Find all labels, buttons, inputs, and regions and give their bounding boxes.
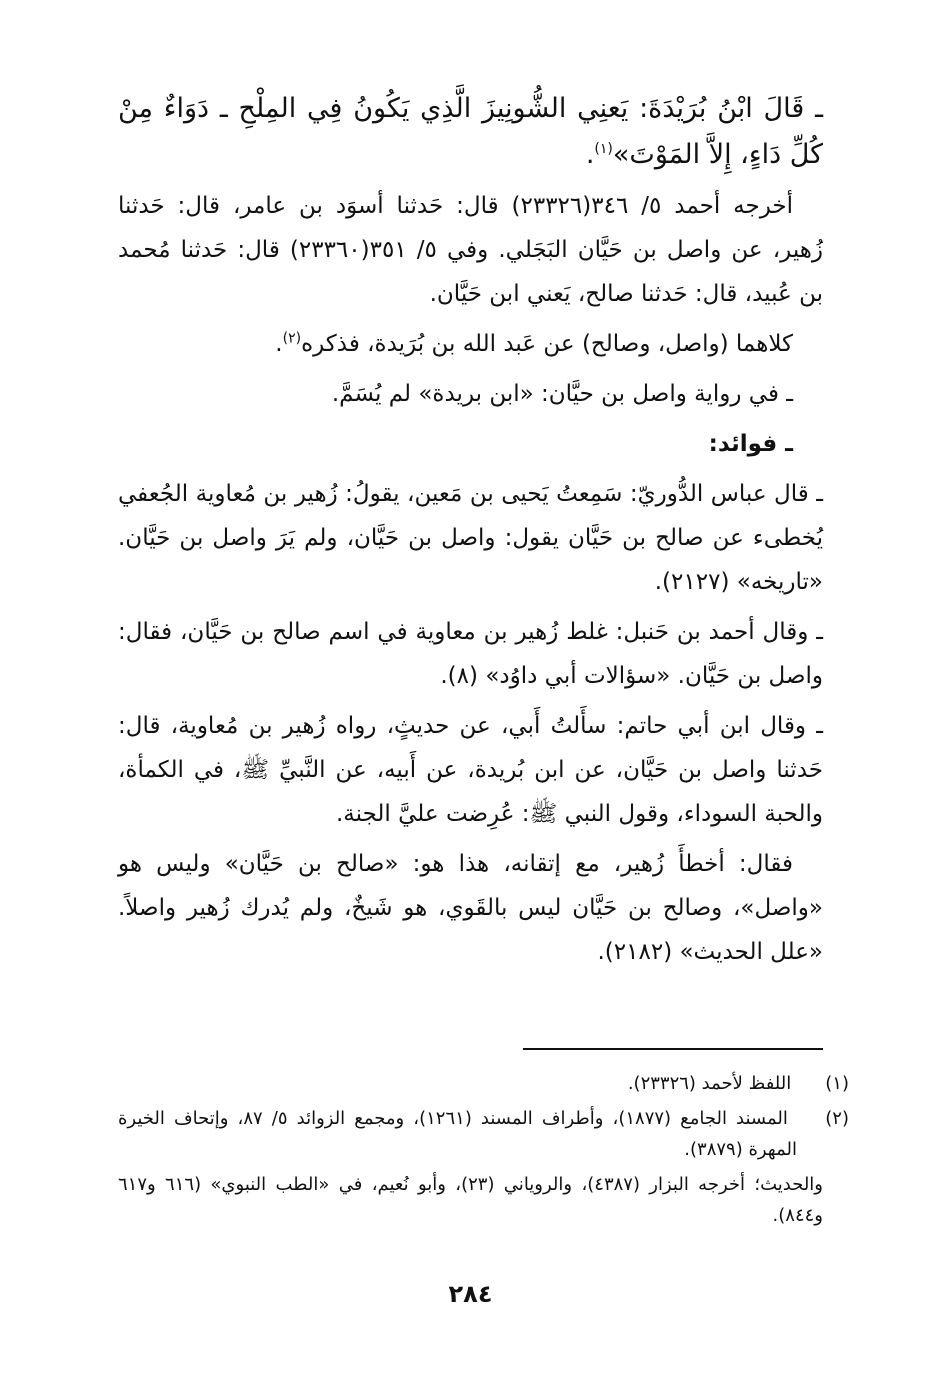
both-narrated-paragraph — [118, 322, 823, 366]
footnotes — [118, 1068, 849, 1235]
footnote-divider — [523, 1048, 823, 1050]
footnote-1-number: (١) — [825, 1073, 849, 1094]
page-number: ٢٨٤ — [448, 1280, 493, 1308]
abbas-quote: ـ قال عباس الدُّوريّ: سَمِعتُ يَحيى بن مَعين، يقولُ: زُهير بن مُعاوية الجُعفي يُخطىء عن صالح بن حَيَّان يقول: واصل بن حَيَّان، ولم يَرَ واصل بن حَيَّان. «تاريخه» (٢١٢٧). — [118, 481, 823, 595]
footnote-ref-2: (٢) — [282, 330, 302, 347]
hadith-end: . — [585, 139, 595, 170]
footnote-1-text: اللفظ لأحمد (٢٣٣٢٦). — [627, 1073, 792, 1094]
both-narrated-text: كلاهما (واصل، وصالح) عن عَبد الله بن بُرَيدة، فذكره — [301, 331, 793, 357]
ibn-abi-hatim-quote: ـ وقال ابن أبي حاتم: سأَلتُ أَبي، عن حديثٍ، رواه زُهير بن مُعاوية، قال: حَدثنا واصل بن حَيَّان، عن ابن بُريدة، عن أَبيه، عن النَّبيِّ ﷺ، في الكمأة، والحبة السوداء، وقول النبي ﷺ: عُرِضت عليَّ الجنة. — [118, 713, 823, 827]
footnote-2-number: (٢) — [825, 1108, 849, 1129]
footnote-1 — [118, 1068, 849, 1099]
footnote-continuation: والحديث؛ أخرجه البزار (٤٣٨٧)، والروياني (٢٣)، وأبو نُعيم، في «الطب النبوي» (٦١٦ و٦١٧ و٨٤٤). — [118, 1174, 823, 1226]
page — [118, 0, 849, 1384]
ahmad-quote: ـ وقال أحمد بن حَنبل: غلط زُهير بن معاوية في اسم صالح بن حَيَّان، فقال: واصل بن حَيَّان. «سؤالات أبي داوُد» (٨). — [118, 619, 823, 689]
footnote-ref-1: (١) — [594, 141, 613, 157]
wasil-note: ـ في رواية واصل بن حيَّان: «ابن بريدة» لم يُسَمَّ. — [331, 381, 793, 407]
footnote-2 — [118, 1103, 849, 1165]
takhrij-paragraph: أخرجه أحمد ٥/ ٣٤٦(٢٣٣٢٦) قال: حَدثنا أسوَد بن عامر، قال: حَدثنا زُهير، عن واصل بن حَيَّان البَجَلي. وفي ٥/ ٣٥١(٢٣٣٦٠) قال: حَدثنا مُحمد بن عُبيد، قال: حَدثنا صالح، يَعني ابن حَيَّان. — [118, 193, 823, 307]
both-narrated-end: . — [275, 331, 283, 357]
hadith-body: ـ قَالَ ابْنُ بُرَيْدَةَ: يَعنِي الشُّونِيزَ الَّذِي يَكُونُ فِي المِلْحِ ـ دَوَاءٌ مِنْ كُلِّ دَاءٍ، إِلاَّ المَوْتَ» — [118, 93, 823, 170]
main-text — [118, 86, 823, 980]
faqal-paragraph: فقال: أخطأَ زُهير، مع إتقانه، هذا هو: «صالح بن حَيَّان» وليس هو «واصل»، وصالح بن حَيَّان ليس بالقَوي، هو شَيخٌ، ولم يُدرك زُهير واصلاً. «علل الحديث» (٢١٨٢). — [118, 851, 823, 965]
hadith-text — [118, 86, 823, 178]
footnote-2-text: المسند الجامع (١٨٧٧)، وأطراف المسند (١٢٦١)، ومجمع الزوائد ٥/ ٨٧، وإتحاف الخيرة المهرة (٣٨٧٩). — [118, 1108, 797, 1160]
fawaid-heading: ـ فوائد: — [708, 431, 793, 457]
